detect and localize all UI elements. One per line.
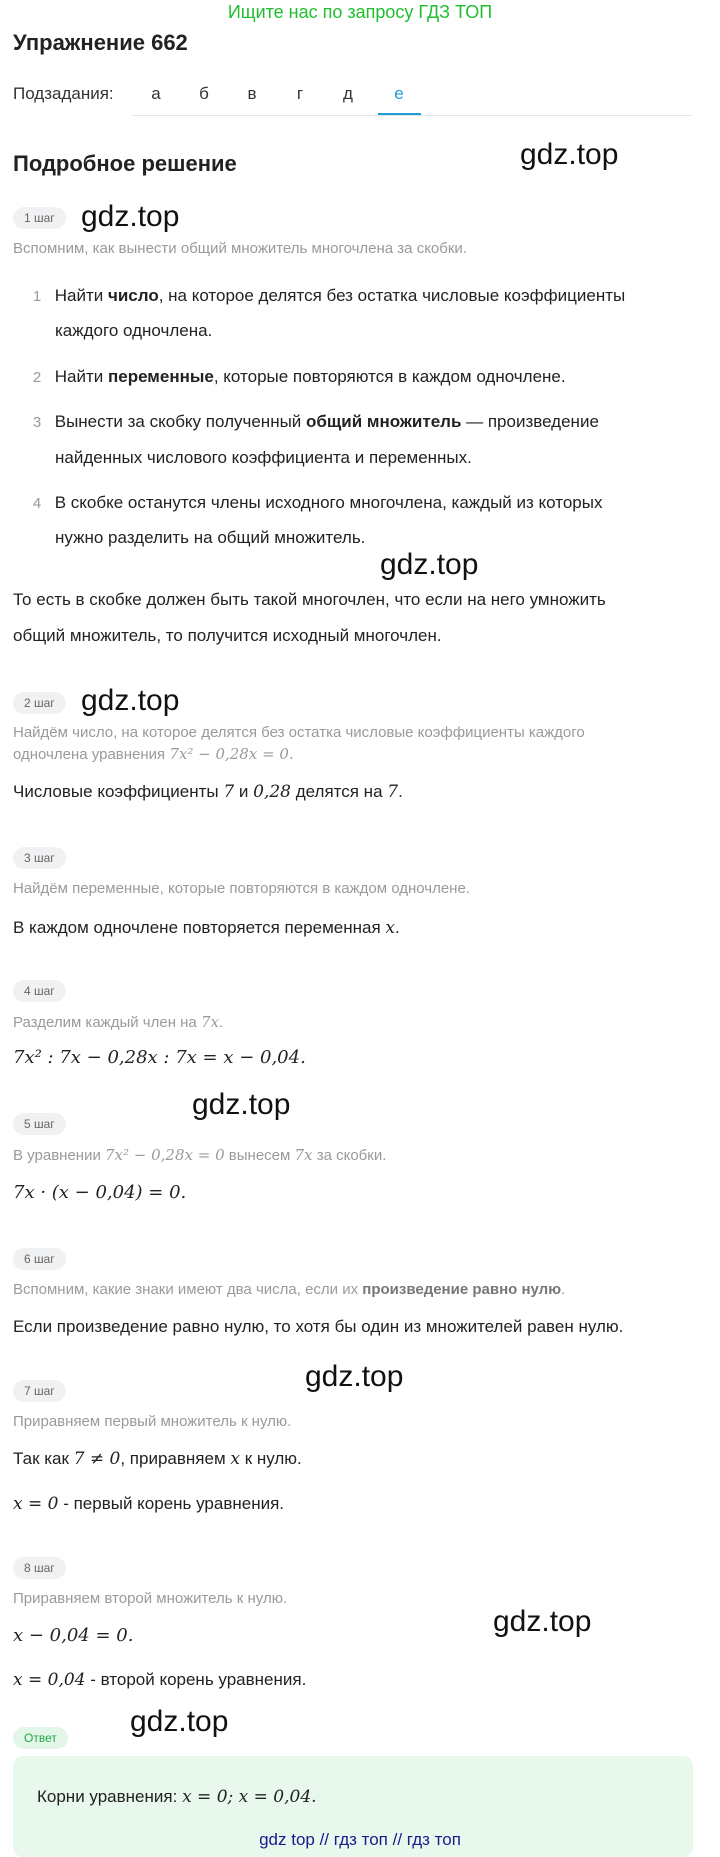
step-badge: 1 шаг	[13, 207, 66, 229]
root-line: x = 0 - первый корень уравнения.	[13, 1494, 285, 1514]
root-line: x = 0,04 - второй корень уравнения.	[13, 1670, 307, 1690]
watermark: gdz.top	[520, 138, 619, 171]
step-text: Если произведение равно нулю, то хотя бы один из множителей равен нулю.	[13, 1317, 624, 1336]
watermark: gdz.top	[81, 200, 180, 233]
list-number: 1	[32, 288, 42, 305]
step-badge: 7 шаг	[13, 1380, 66, 1402]
step-badge: 3 шаг	[13, 847, 66, 869]
list-item-continuation: каждого одночлена.	[55, 321, 213, 340]
tab-a[interactable]: а	[151, 84, 161, 103]
step-hint: Разделим каждый член на 7x.	[13, 1013, 224, 1031]
step-badge: 6 шаг	[13, 1248, 66, 1270]
watermark: gdz.top	[192, 1088, 291, 1121]
active-tab-underline	[378, 113, 421, 115]
tab-divider	[132, 115, 692, 116]
list-item: 3 Вынести за скобку полученный общий множитель — произведение	[24, 404, 599, 441]
watermark: gdz.top	[305, 1360, 404, 1393]
promo-banner[interactable]: Ищите нас по запросу ГДЗ ТОП	[227, 2, 493, 22]
tab-b[interactable]: б	[199, 84, 209, 103]
step-hint: Приравняем второй множитель к нулю.	[13, 1590, 288, 1607]
watermark: gdz.top	[81, 684, 180, 717]
step-text: То есть в скобке должен быть такой многочлен, что если на него умножить	[13, 590, 606, 609]
list-number: 4	[32, 495, 42, 512]
tab-g[interactable]: г	[296, 84, 304, 103]
step-hint: В уравнении 7x² − 0,28x = 0 вынесем 7x за скобки.	[13, 1146, 387, 1164]
list-number: 3	[32, 414, 42, 431]
step-badge: 8 шаг	[13, 1557, 66, 1579]
watermark: gdz.top	[493, 1605, 592, 1638]
watermark: gdz.top	[380, 548, 479, 581]
page-title: Упражнение 662	[13, 30, 188, 55]
step-hint: Приравняем первый множитель к нулю.	[13, 1413, 292, 1430]
step-hint: Вспомним, какие знаки имеют два числа, если их произведение равно нулю.	[13, 1281, 566, 1298]
footer-links[interactable]: gdz top // гдз топ // гдз топ	[259, 1830, 461, 1849]
step-text: Так как 7 ≠ 0, приравняем x к нулю.	[13, 1449, 302, 1469]
list-item-continuation: нужно разделить на общий множитель.	[55, 528, 366, 547]
list-item: 2 Найти переменные, которые повторяются в каждом одночлене.	[24, 359, 566, 396]
watermark: gdz.top	[130, 1705, 229, 1738]
step-text: В каждом одночлене повторяется переменная x.	[13, 918, 400, 938]
step-hint: Найдём переменные, которые повторяются в каждом одночлене.	[13, 880, 470, 897]
answer-badge: Ответ	[13, 1727, 68, 1749]
list-number: 2	[32, 369, 42, 386]
math-expression: 7x² − 0,28x = 0.	[169, 745, 294, 763]
step-text: общий множитель, то получится исходный многочлен.	[13, 626, 442, 645]
formula: x − 0,04 = 0.	[13, 1625, 134, 1646]
step-hint: Найдём число, на которое делятся без остатка числовые коэффициенты каждого	[13, 724, 585, 741]
tab-v[interactable]: в	[247, 84, 257, 103]
tab-e[interactable]: е	[394, 84, 404, 103]
formula: 7x² : 7x − 0,28x : 7x = x − 0,04.	[13, 1047, 306, 1068]
list-item-continuation: найденных числового коэффициента и переменных.	[55, 448, 472, 467]
answer-text: Корни уравнения: x = 0; x = 0,04.	[37, 1787, 317, 1807]
step-text: Числовые коэффициенты 7 и 0,28 делятся на 7.	[13, 782, 403, 802]
section-title: Подробное решение	[13, 151, 237, 176]
step-hint: Вспомним, как вынести общий множитель многочлена за скобки.	[13, 240, 467, 257]
subtasks-label: Подзадания:	[13, 84, 114, 103]
list-item: 4 В скобке останутся члены исходного многочлена, каждый из которых	[24, 485, 602, 522]
formula: 7x · (x − 0,04) = 0.	[13, 1182, 187, 1203]
list-item: 1 Найти число, на которое делятся без остатка числовые коэффициенты	[24, 278, 625, 315]
step-badge: 2 шаг	[13, 692, 66, 714]
step-badge: 4 шаг	[13, 980, 66, 1002]
tab-d[interactable]: д	[343, 84, 353, 103]
step-badge: 5 шаг	[13, 1113, 66, 1135]
step-hint: одночлена уравнения 7x² − 0,28x = 0.	[13, 745, 294, 763]
